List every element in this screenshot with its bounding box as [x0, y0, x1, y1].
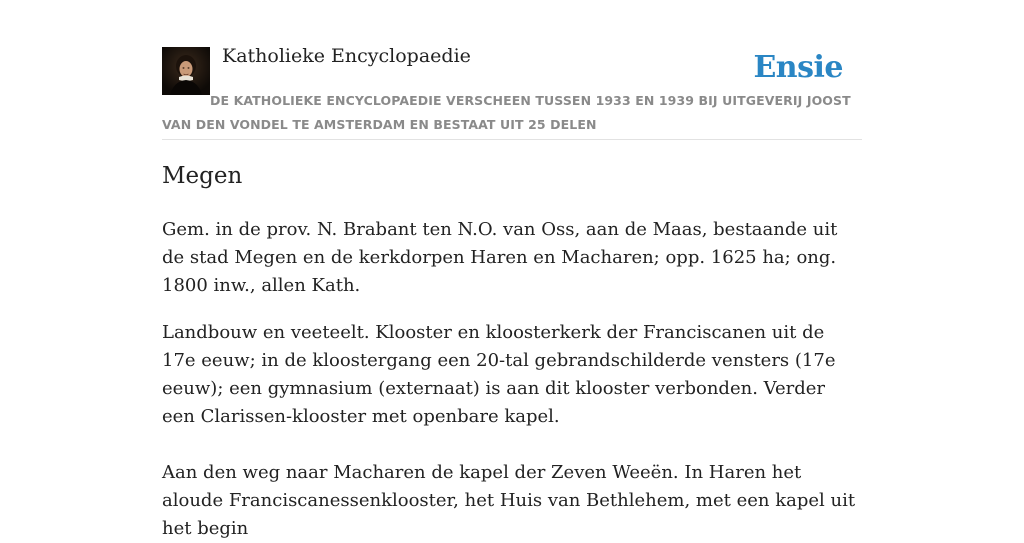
- publication-title[interactable]: Katholieke Encyclopaedie: [222, 45, 471, 67]
- article-paragraph-2: Landbouw en veeteelt. Klooster en kloosterkerk der Franciscanen uit de 17e eeuw; in de kloostergang een 20-tal gebrandschilderde vensters (17e eeuw); een gymnasium (externaat) is aan dit klooster verbonden. Verder een Clarissen-klooster met openbare kapel.: [162, 322, 836, 427]
- publication-subtitle: DE KATHOLIEKE ENCYCLOPAEDIE VERSCHEEN TUSSEN 1933 EN 1939 BIJ UITGEVERIJ JOOST VAN DEN VONDEL TE AMSTERDAM EN BESTAAT UIT 25 DELEN: [162, 93, 851, 132]
- article-paragraph-3: Aan den weg naar Macharen de kapel der Zeven Weeën. In Haren het aloude Franciscanessenklooster, het Huis van Bethlehem, met een kapel uit het begin: [162, 462, 856, 539]
- portrait-avatar-icon[interactable]: [162, 47, 210, 95]
- brand-logo-link[interactable]: Ensie: [753, 50, 843, 85]
- content-container: [162, 0, 862, 539]
- publication-header: [162, 0, 862, 140]
- article-paragraph-1: Gem. in de prov. N. Brabant ten N.O. van Oss, aan de Maas, bestaande uit de stad Megen en de kerkdorpen Haren en Macharen; opp. 1625 ha; ong. 1800 inw., allen Kath.: [162, 219, 838, 296]
- article-title: Megen: [162, 163, 243, 189]
